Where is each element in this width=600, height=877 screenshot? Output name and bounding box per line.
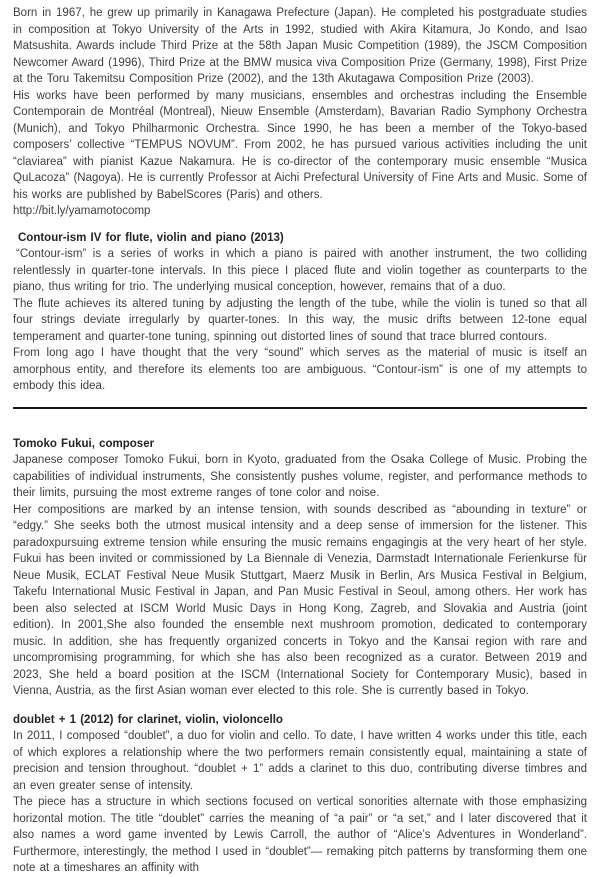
paragraph-from-long-ago: From long ago I have thought that the very “sound” which serves as the material of music is itself an amorphous entity, and therefore its elements too are ambiguous. “Contour-ism” is one of my attempts to embody this idea. [13,347,587,392]
url-link[interactable]: http://bit.ly/yamamotocomp [13,205,151,217]
heading-contour-ism: Contour-ism IV for flute, violin and piano (2013) [18,231,284,244]
paragraph-bio-born-1967: Born in 1967, he grew up primarily in Kanagawa Prefecture (Japan). He completed his postgraduate studies in composition at Tokyo University of the Arts in 1992, studied with Akira Kitamura, Jo Kondo, and Isao Matsushita. Awards include Third Prize at the 58th Japan Music Competition (1989), the JSCM Composition Newcomer Award (1996), Third Prize at the BMW musica viva Composition Prize (Germany, 1998), First Prize at the Toru Takemitsu Composition Prize (2002), and the 13th Akutagawa Composition Prize (2003). [13,7,587,85]
paragraph-flute-tuning: The flute achieves its altered tuning by adjusting the length of the tube, while the violin is tuned so that all four strings deviate irregularly by quarter-tones. In this way, the music drifts between 12-tone equal temperament and quarter-tone tuning, spinning out distorted lines of sound that trace blurred contours. [13,297,587,343]
paragraph-fukui-bio: Japanese composer Tomoko Fukui, born in Kyoto, graduated from the Osaka College of Music. Probing the capabilities of individual instruments, She consistently pushes volume, register, and performance methods to their limits, pursuing the most extreme ranges of tone color and noise. [13,454,587,499]
heading-tomoko-fukui: Tomoko Fukui, composer [13,437,155,450]
paragraph-contour-series: “Contour-ism” is a series of works in which a piano is paired with another instrument, the two colliding relentlessly in quarter-tone intervals. In this piece I placed flute and violin together as counterparts to the piano, thus writing for trio. The underlying musical conception, however, remains that of a duo. [13,248,587,293]
heading-doublet-plus-1: doublet + 1 (2012) for clarinet, violin, violoncello [13,713,283,726]
section-divider [13,407,587,409]
paragraph-fukui-compositions: Her compositions are marked by an intense tension, with sounds described as “abounding in texture” or “edgy.” She seeks both the utmost musical intensity and a deep sense of immersion for the listener. This paradoxpursuing extreme tension while ensuring the music remains engagingis at the very heart of her style. Fukui has been invited or commissioned by La Biennale di Venezia, Darmstadt Internationale Ferienkurse für Neue Musik, ECLAT Festival Neue Musik Stuttgart, Maerz Musik in Berlin, Ars Musica Festival in Belgium, Takefu International Music Festival in Japan, and Pan Music Festival in Seoul, among others. Her work has been also selected at ISCM World Music Days in Hong Kong, Zagreb, and Slovakia and Austria (joint edition). In 2001,She also founded the ensemble next mushroom promotion, dedicated to contemporary music. In addition, she has frequently organized concerts in Tokyo and the Kansai region with rare and uncompromising programming, for which she has also been recognized as a curator. Between 2019 and 2023, She held a board position at the ISCM (International Society for Contemporary Music), based in Vienna, Austria, as the first Asian woman ever elected to this role. She is currently based in Tokyo. [13,503,587,697]
paragraph-doublet-structure: The piece has a structure in which sections focused on vertical sonorities alternate with those emphasizing horizontal motion. The title “doublet” carries the meaning of “a pair” or “a set,” and I later discovered that it also names a word game invented by Lewis Carroll, the author of “Alice’s Adventures in Wonderland”. Furthermore, interestingly, the method I used in “doublet”— remaking pitch patterns by transforming them one note at a timeshares an affinity with [13,796,587,874]
paragraph-bio-works-performed: His works have been performed by many musicians, ensembles and orchestras including the Ensemble Contemporain de Montréal (Montreal), Nieuw Ensemble (Amsterdam), Bavarian Radio Symphony Orchestra (Munich), and Tokyo Philharmonic Orchestra. Since 1990, he has been a member of the Tokyo-based composers’ collective “TEMPUS NOVUM”. From 2002, he has pursued various activities including the unit “claviarea” with pianist Kazue Nakamura. He is co-director of the contemporary music ensemble “Musica QuLacoza” (Nagoya). He is currently Professor at Aichi Prefectural University of Fine Arts and Music. Some of his works are published by BabelScores (Paris) and others. [13,89,587,201]
paragraph-doublet-intro: In 2011, I composed “doublet”, a duo for violin and cello. To date, I have written 4 works under this title, each of which explores a relationship where the two performers remain consistently equal, maintaining a state of precision and tension throughout. “doublet + 1” adds a clarinet to this duo, contributing diverse timbres and an even greater sense of intensity. [13,730,587,792]
